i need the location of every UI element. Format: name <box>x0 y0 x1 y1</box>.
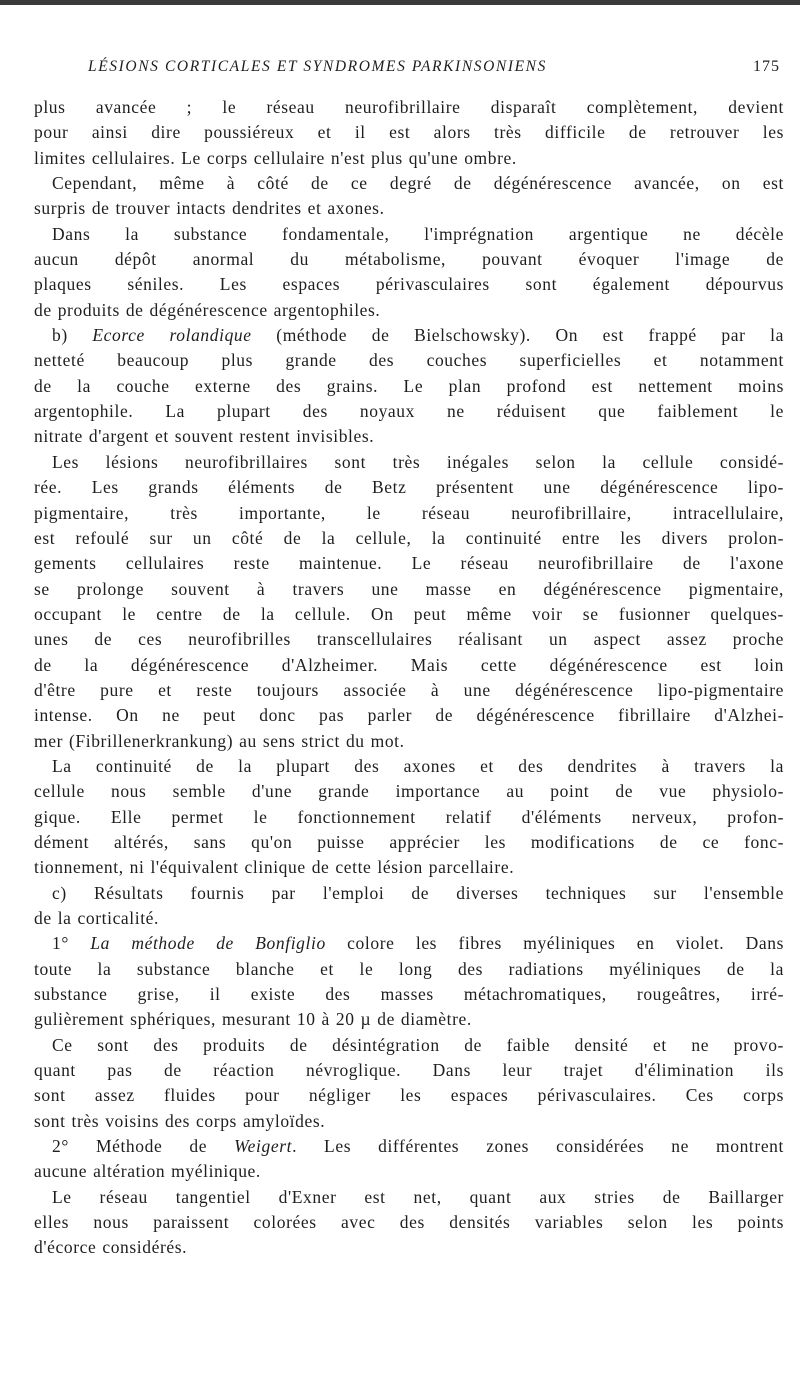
text-line: aucun dépôt anormal du métabolisme, pouvant évoquer l'image de <box>34 249 784 270</box>
text-line: d'être pure et reste toujours associée à une dégénérescence lipo-pigmentaire <box>34 679 784 700</box>
text-line: dément altérés, sans qu'on puisse apprécier les modifications de ce fonc- <box>34 831 784 852</box>
text-line: netteté beaucoup plus grande des couches superficielles et notamment <box>34 350 784 371</box>
text-line: cellule nous semble d'une grande importance au point de vue physiolo- <box>34 781 784 802</box>
line-prefix: b) <box>52 325 93 346</box>
text-line: plaques séniles. Les espaces périvasculaires sont également dépourvus <box>34 274 784 295</box>
italic-term: Ecorce rolandique <box>92 325 252 346</box>
text-line: est refoulé sur un côté de la cellule, la continuité entre les divers prolon- <box>34 527 784 548</box>
line-prefix: 1° <box>52 933 91 954</box>
text-line: mer (Fibrillenerkrankung) au sens strict du mot. <box>34 730 405 751</box>
text-line: gique. Elle permet le fonctionnement relatif d'éléments nerveux, profon- <box>34 806 784 827</box>
italic-term: La méthode de Bonfiglio <box>90 933 326 954</box>
text-line: de la corticalité. <box>34 908 160 928</box>
text-line: de la couche externe des grains. Le plan profond est nettement moins <box>34 375 784 396</box>
text-line: Le réseau tangentiel d'Exner est net, quant aux stries de Baillarger <box>52 1186 784 1207</box>
text-line: Dans la substance fondamentale, l'imprégnation argentique ne décèle <box>52 223 784 244</box>
italic-term: Weigert <box>234 1136 293 1157</box>
text-line <box>34 931 784 956</box>
line-text: . Les différentes zones considérées ne montrent <box>292 1136 784 1157</box>
text-line: pour ainsi dire poussiéreux et il est alors très difficile de retrouver les <box>34 122 784 143</box>
text-line: quant pas de réaction névroglique. Dans leur trajet d'élimination ils <box>34 1060 784 1081</box>
text-line: toute la substance blanche et le long des radiations myéliniques de la <box>34 958 784 979</box>
running-title: LÉSIONS CORTICALES ET SYNDROMES PARKINSONIENS <box>88 58 547 75</box>
line-prefix: 2° Méthode de <box>52 1136 235 1157</box>
text-line: Ce sont des produits de désintégration de faible densité et ne provo- <box>52 1034 784 1055</box>
top-border-rule <box>0 0 800 5</box>
text-line: elles nous paraissent colorées avec des densités variables selon les points <box>34 1212 784 1233</box>
body-text <box>34 95 784 1261</box>
text-line: occupant le centre de la cellule. On peut même voir se fusionner quelques- <box>34 603 784 624</box>
text-line: nitrate d'argent et souvent restent invisibles. <box>34 426 375 447</box>
text-line: sont très voisins des corps amyloïdes. <box>34 1110 326 1131</box>
text-line: Les lésions neurofibrillaires sont très inégales selon la cellule considé- <box>52 451 784 472</box>
text-line: argentophile. La plupart des noyaux ne réduisent que faiblement le <box>34 401 784 422</box>
text-line: plus avancée ; le réseau neurofibrillaire disparaît complètement, devient <box>34 97 784 117</box>
running-header <box>0 58 800 82</box>
text-line: gements cellulaires reste maintenue. Le réseau neurofibrillaire de l'axone <box>34 553 784 574</box>
text-line: rée. Les grands éléments de Betz présentent une dégénérescence lipo- <box>34 477 784 498</box>
text-line <box>34 323 784 348</box>
text-line: sont assez fluides pour négliger les espaces périvasculaires. Ces corps <box>34 1085 784 1106</box>
line-text: colore les fibres myéliniques en violet. Dans <box>325 933 784 954</box>
text-line: de produits de dégénérescence argentophiles. <box>34 299 381 320</box>
text-line: c) Résultats fournis par l'emploi de diverses techniques sur l'ensemble <box>52 882 784 903</box>
text-line: surpris de trouver intacts dendrites et axones. <box>34 198 385 219</box>
text-line: pigmentaire, très importante, le réseau neurofibrillaire, intracellulaire, <box>34 502 784 523</box>
text-line: unes de ces neurofibrilles transcellulaires réalisant un aspect assez proche <box>34 629 784 650</box>
text-line: de la dégénérescence d'Alzheimer. Mais cette dégénérescence est loin <box>34 654 784 675</box>
page-number: 175 <box>753 58 780 75</box>
text-line: d'écorce considérés. <box>34 1237 188 1258</box>
text-line: se prolonge souvent à travers une masse en dégénérescence pigmentaire, <box>34 578 784 599</box>
text-line: substance grise, il existe des masses métachromatiques, rougeâtres, irré- <box>34 984 784 1005</box>
text-line: aucune altération myélinique. <box>34 1161 261 1182</box>
line-text: (méthode de Bielschowsky). On est frappé par la <box>251 325 784 346</box>
text-line: limites cellulaires. Le corps cellulaire n'est plus qu'une ombre. <box>34 147 517 168</box>
text-line <box>34 1134 784 1159</box>
text-line: intense. On ne peut donc pas parler de dégénérescence fibrillaire d'Alzhei- <box>34 705 784 726</box>
text-line: tionnement, ni l'équivalent clinique de cette lésion parcellaire. <box>34 857 515 878</box>
text-line: La continuité de la plupart des axones et des dendrites à travers la <box>52 755 784 776</box>
text-line: Cependant, même à côté de ce degré de dégénérescence avancée, on est <box>52 173 784 194</box>
text-line: gulièrement sphériques, mesurant 10 à 20 µ de diamètre. <box>34 1009 472 1030</box>
